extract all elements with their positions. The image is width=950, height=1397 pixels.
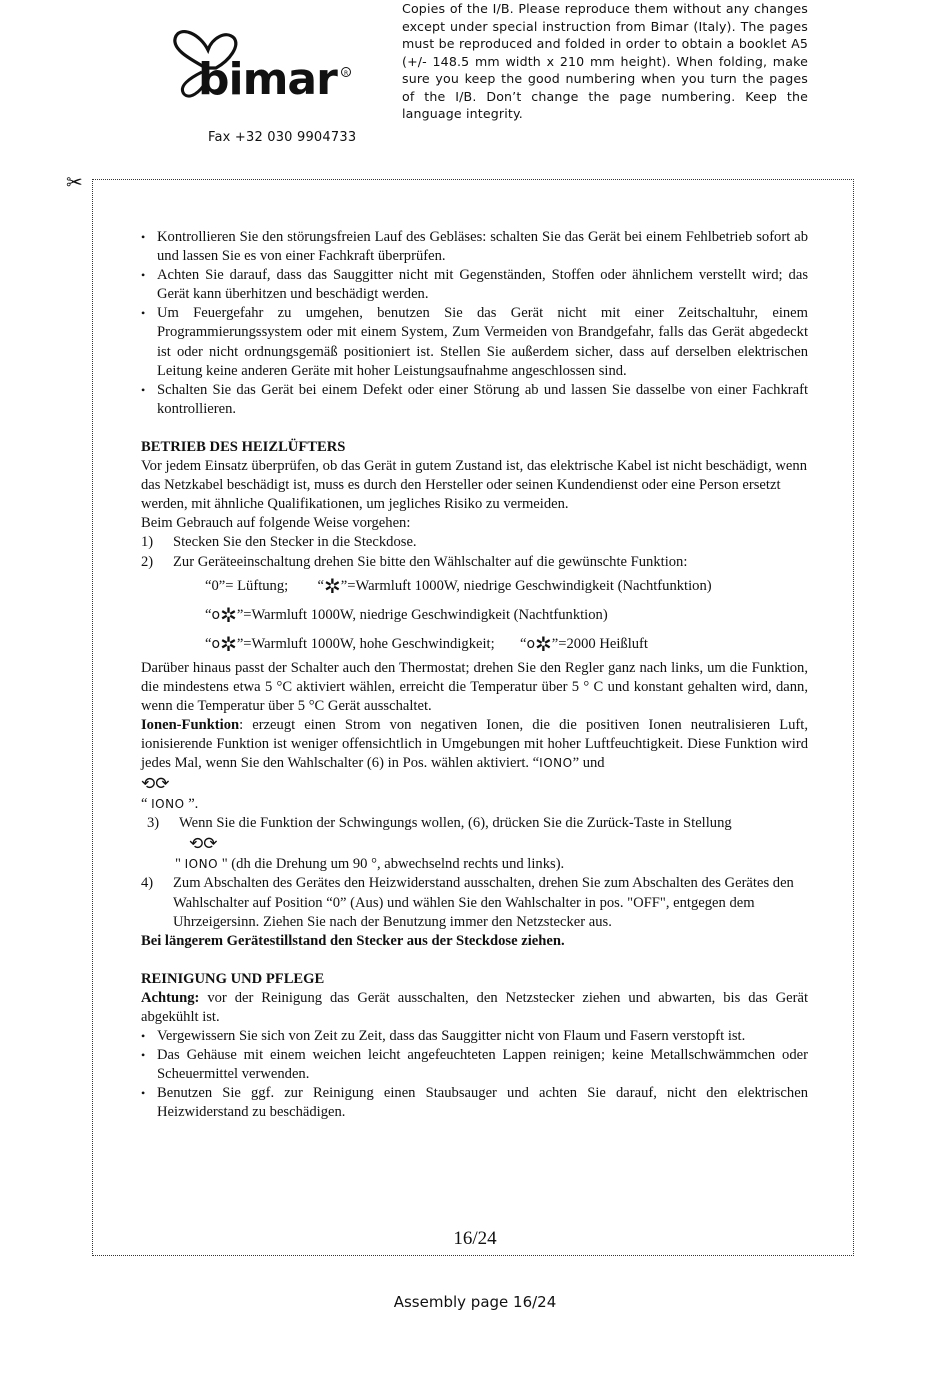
circle-symbol: o xyxy=(526,635,536,652)
quote-mark: ”. xyxy=(188,796,199,813)
ionen-paragraph xyxy=(141,716,808,773)
fan-icon: ✲ xyxy=(535,631,552,656)
step-text: Wenn Sie die Funktion der Schwingungs wollen, (6), drücken Sie die Zurück-Taste in Stellung xyxy=(179,815,732,832)
list-item: • Benutzen Sie ggf. zur Reinigung einen Staubsauger und achten Sie darauf, nicht den elektrischen Heizwiderstand zu beschädigen. xyxy=(141,1084,808,1122)
symbol-text: ”=Warmluft 1000W, niedrige Geschwindigkeit (Nachtfunktion) xyxy=(340,577,712,594)
step-number: 3) xyxy=(147,815,160,832)
fan-icon: ✲ xyxy=(220,631,237,656)
symbol-line-3 xyxy=(141,630,808,659)
step-number: 4) xyxy=(141,875,154,892)
svg-text:bimar: bimar xyxy=(198,54,337,103)
step-1 xyxy=(141,533,808,552)
list-item: • Vergewissern Sie sich von Zeit zu Zeit, dass das Sauggitter nicht von Flaum und Fasern verstopft ist. xyxy=(141,1027,808,1046)
betrieb-intro2: Beim Gebrauch auf folgende Weise vorgehen: xyxy=(141,515,411,532)
fan-icon: ✲ xyxy=(220,602,237,627)
step-3 xyxy=(141,814,808,874)
symbol-line-2 xyxy=(141,601,808,630)
quote-mark: “ xyxy=(205,635,212,652)
quote-mark: “ xyxy=(205,606,212,623)
thermostat-text: Darüber hinaus passt der Schalter auch den Thermostat; drehen Sie den Regler ganz nach links, um die Funktion, die mindestens etwa 5 °C aktiviert wählen, erreicht die Temperatur über 5 ° C und konstant gehalten wird, dann, wenn die Temperatur über 5 °C Gerät ausschaltet. xyxy=(141,659,808,714)
step-3-tail xyxy=(175,855,808,874)
achtung-label: Achtung: xyxy=(141,989,200,1006)
symbol-line-1 xyxy=(141,572,808,601)
symbol-text: ”=Warmluft 1000W, hohe Geschwindigkeit; xyxy=(236,635,495,652)
page-header xyxy=(0,0,950,170)
ionen-label: Ionen-Funktion xyxy=(141,716,240,733)
safety-bullet-list xyxy=(141,228,808,419)
svg-text:R: R xyxy=(344,70,349,77)
storage-warning: Bei längerem Gerätestillstand den Stecker aus der Steckdose ziehen. xyxy=(141,932,565,949)
assembly-page-label: Assembly page 16/24 xyxy=(393,1293,557,1311)
achtung-paragraph xyxy=(141,989,808,1027)
scissors-icon: ✂ xyxy=(66,170,83,194)
oscillation-arrows-icon: ⟲⟳ xyxy=(141,774,170,795)
circle-symbol: o xyxy=(211,635,221,652)
achtung-text: vor der Reinigung das Gerät ausschalten, den Netzstecker ziehen und abwarten, bis das Gerät abgekühlt ist. xyxy=(141,989,808,1025)
fan-icon: ✲ xyxy=(324,573,341,598)
betrieb-intro: Vor jedem Einsatz überprüfen, ob das Gerät in gutem Zustand ist, das elektrische Kabel ist nicht beschädigt, wenn das Netzkabel beschädigt ist, muss es durch den Hersteller oder seinen Kundendienst oder eine Person ersetzt werden, mit ähnliche Qualifikationen, um jegliches Risiko zu vermeiden. xyxy=(141,458,807,513)
list-item: • Um Feuergefahr zu umgehen, benutzen Sie das Gerät nicht mit einer Zeitschaltuhr, einem Programmierungssystem oder mit einem System, Zum Vermeiden von Brandgefahr, falls das Gerät abgedeckt ist oder nicht ordnungsgemäß positioniert ist. Stellen Sie außerdem sicher, dass auf derselben elektrischen Leitung keine anderen Geräte mit hoher Leistungsaufnahme angeschlossen sind. xyxy=(141,304,808,380)
list-item: • Achten Sie darauf, dass das Sauggitter nicht mit Gegenständen, Stoffen oder ähnlichem verstellt wird; das Gerät kann überhitzen und beschädigt werden. xyxy=(141,266,808,304)
step-number: 1) xyxy=(141,534,154,551)
symbol-text: ”=2000 Heißluft xyxy=(551,635,648,652)
step-2 xyxy=(141,553,808,572)
iono-symbol: IONO xyxy=(539,756,573,771)
symbol-text: ”=Warmluft 1000W, niedrige Geschwindigkeit (Nachtfunktion) xyxy=(236,606,608,623)
quote-mark: " xyxy=(175,856,181,873)
page-number: 16/24 xyxy=(453,1228,497,1249)
iono-symbol: IONO xyxy=(184,857,219,872)
print-instructions: Copies of the I/B. Please reproduce them without any changes except under special instruction from Bimar (Italy). The pages must be reproduced and folded in order to obtain a booklet A5 (+/- 148.5 mm width x 210 mm height). When folding, make sure you keep the good numbering when you turn the pages of the I/B. Don’t change the page numbering. Keep the language integrity. xyxy=(402,1,808,121)
section-heading-reinigung: REINIGUNG UND PFLEGE xyxy=(141,970,325,987)
step-number: 2) xyxy=(141,553,154,570)
circle-symbol: o xyxy=(211,606,221,623)
ionen-text: : erzeugt einen Strom von negativen Ionen, die die positiven Ionen neutralisieren Luft, ionisierende Funktion ist weniger offensichtlich in Umgebungen mit hoher Luftfeuchtigkeit. Diese Funktion wird jedes Mal, wenn Sie den Wahlschalter (6) in Pos. wählen aktiviert. “ xyxy=(141,716,808,772)
step-text: " (dh die Drehung um 90 °, abwechselnd rechts und links). xyxy=(221,856,565,873)
page-content xyxy=(141,228,808,1123)
fax-number: Fax +32 030 9904733 xyxy=(208,130,357,145)
quote-mark: “ xyxy=(317,577,324,594)
oscillation-arrows-icon: ⟲⟳ xyxy=(189,834,218,855)
cleaning-bullet-list xyxy=(141,1027,808,1122)
step-text: Zum Abschalten des Gerätes den Heizwiderstand ausschalten, drehen Sie zum Abschalten des Gerätes den Wahlschalter auf Position “0” (Aus) und wählen Sie den Wahlschalter in pos. "OFF", entgegen dem Uhrzeigersinn. Ziehen Sie nach der Benutzung immer den Netzstecker aus. xyxy=(173,875,794,930)
step-text: Stecken Sie den Stecker in die Steckdose. xyxy=(173,534,417,551)
list-item: • Das Gehäuse mit einem weichen leicht angefeuchteten Lappen reinigen; keine Metallschwämmchen oder Scheuermittel verwenden. xyxy=(141,1046,808,1084)
list-item: • Schalten Sie das Gerät bei einem Defekt oder einer Störung ab und lassen Sie dasselbe von einer Fachkraft kontrollieren. xyxy=(141,381,808,419)
quote-mark: “ xyxy=(141,796,148,813)
iono-symbol: IONO xyxy=(151,797,185,812)
ionen-end: ” und xyxy=(572,755,605,772)
symbol-text: “0”= Lüftung; xyxy=(205,577,289,594)
step-4 xyxy=(141,874,808,931)
step-text: Zur Geräteeinschaltung drehen Sie bitte den Wählschalter auf die gewünschte Funktion: xyxy=(173,553,688,570)
section-heading-betrieb: BETRIEB DES HEIZLÜFTERS xyxy=(141,438,346,455)
iono-line xyxy=(141,795,808,814)
bimar-logo xyxy=(168,28,358,103)
quote-mark: “ xyxy=(519,635,527,652)
list-item: • Kontrollieren Sie den störungsfreien Lauf des Gebläses: schalten Sie das Gerät bei einem Fehlbetrieb sofort ab und lassen Sie es von einer Fachkraft überprüfen. xyxy=(141,228,808,266)
